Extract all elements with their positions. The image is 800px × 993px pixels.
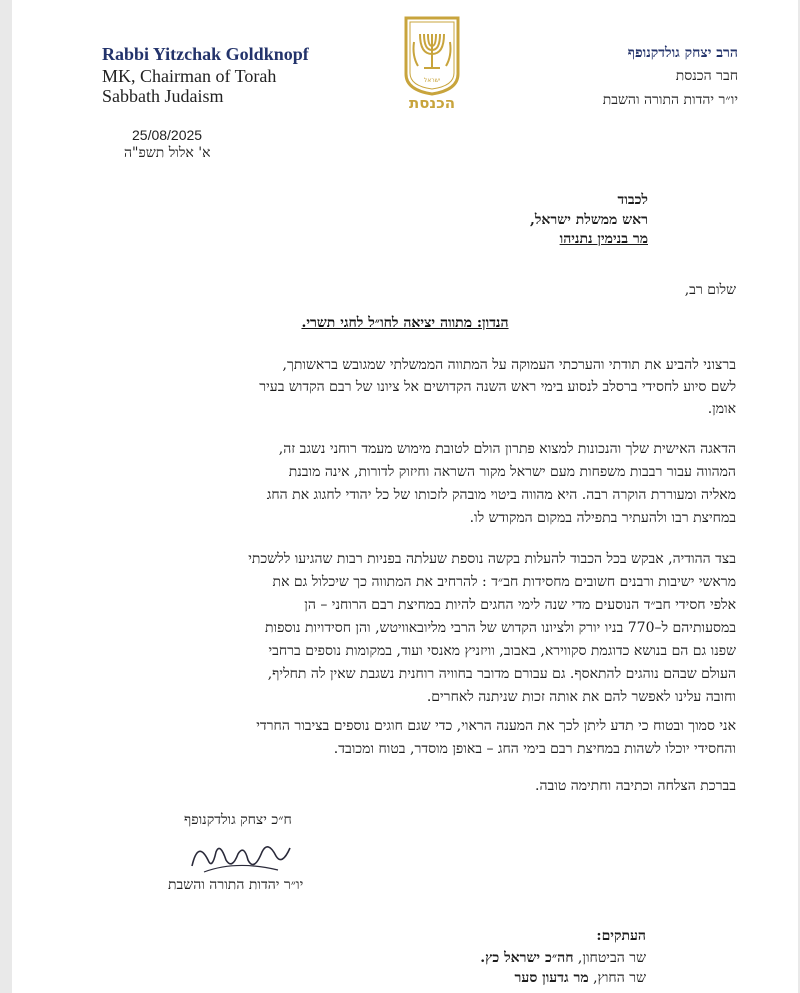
emblem-inscription: ישראל	[423, 77, 441, 84]
paragraph-2-line-3: מאליה ומעוררת הוקרה רבה. היא מהווה ביטוי מובהק לזכותו של כל יהודי לחגוג את החג	[266, 487, 736, 503]
paragraph-1-line-1: ברצוני להביע את תודתי והערכתי העמוקה על המתווה הממשלתי שמגובש בראשותך,	[282, 357, 736, 373]
paragraph-3-line-6: העולם שבהם נוהגים להתאסף. גם עבורם מדובר בחוויה רוחנית נשגבת שאין לה תחליף,	[267, 666, 736, 682]
handwritten-signature	[186, 830, 296, 880]
hebrew-date: א' אלול תשפ"ה	[124, 145, 211, 161]
paragraph-4-line-2: והחסידי יוכלו לשהות במחיצת רבם בימי החג – באופן מוסדר, בטוח ומכובד.	[333, 741, 736, 757]
recipient-to: לכבוד	[617, 192, 648, 208]
signature-title: יו״ר יהדות התורה והשבת	[168, 877, 304, 893]
paragraph-1-line-3: אומן.	[707, 401, 736, 417]
paragraph-2-line-2: המהווה עבור רבבות משפחות מעם ישראל מקור השראה וחיזוק לדורות, אינה מובנת	[288, 464, 736, 480]
signature-name: ח״כ יצחק גולדקנופף	[184, 812, 292, 828]
copies-line-1	[480, 950, 646, 967]
paragraph-1-line-2: לשם סיוע לחסידי ברסלב לנסוע בימי ראש השנה הקדושים אל ציונו של רבם הקדוש בעיר	[259, 379, 736, 395]
hebrew-title-line-1: חבר הכנסת	[675, 68, 738, 84]
gregorian-date: 25/08/2025	[132, 127, 203, 143]
paragraph-3-line-3: אלפי חסידי חב״ד הנוסעים מדי שנה לימי החגים להיות במחיצת רבם הרוחני – הן	[304, 597, 736, 613]
english-title-line-1: MK, Chairman of Torah	[102, 66, 277, 86]
paragraph-3-line-1: בצד ההודיה, אבקש בכל הכבוד להעלות בקשה נוספת שעלתה בפניות רבות שהגיעו ללשכתי	[248, 551, 736, 567]
paragraph-3-line-7: וחובה עלינו לאפשר להם את אותה זכות שניתנה לאחרים.	[426, 689, 736, 705]
copies-label: העתקים:	[596, 928, 646, 944]
hebrew-name: הרב יצחק גולדקנופף	[627, 45, 738, 61]
emblem-caption: הכנסת	[408, 94, 456, 112]
copies-line-2-name: מר גדעון סער	[514, 970, 589, 986]
recipient-line-2: מר בנימין נתניהו	[559, 231, 648, 247]
copies-line-1-name: חה״כ ישראל כץ.	[480, 950, 574, 966]
copies-line-2-prefix: שר החוץ,	[588, 970, 646, 986]
copies-line-1-prefix: שר הביטחון,	[573, 950, 646, 966]
greeting: שלום רב,	[684, 282, 736, 298]
subject-line: הנדון: מתווה יציאה לחו״ל לחגי תשרי.	[301, 315, 509, 331]
paragraph-2-line-4: במחיצת רבו ולהעתיר בתפילה במקום המקודש לו.	[469, 510, 736, 526]
english-name: Rabbi Yitzchak Goldknopf	[102, 44, 309, 64]
paragraph-3-line-5: שפנו גם הם בנושא כדוגמת סקווירא, באבוב, וויזניץ מאנסי ועוד, במקומות נוספים ברחבי	[268, 643, 736, 659]
paragraph-2-line-1: הדאגה האישית שלך והנכונות למצוא פתרון הולם לטובת מימוש מעמד רוחני נשגב זה,	[278, 441, 736, 457]
paragraph-3-line-4: במסעותיהם ל–770 בניו יורק ולציונו הקדוש של הרבי מליובאוויטש, והן חסידויות נוספות	[264, 620, 736, 636]
closing-line: בברכת הצלחה וכתיבה וחתימה טובה.	[535, 778, 736, 794]
recipient-line-1: ראש ממשלת ישראל,	[530, 212, 648, 228]
paragraph-4-line-1: אני סמוך ובטוח כי תדע ליתן לכך את המענה הראוי, כדי שגם חוגים נוספים בציבור החרדי	[256, 718, 736, 734]
hebrew-title-line-2: יו״ר יהדות התורה והשבת	[602, 92, 738, 108]
copies-line-2	[515, 970, 646, 987]
english-title-line-2: Sabbath Judaism	[102, 86, 224, 106]
letter-page	[12, 0, 798, 993]
paragraph-3-line-2: מראשי ישיבות ורבנים חשובים מחסידות חב״ד : להרחיב את המתווה כך שיכלול גם את	[272, 574, 736, 590]
